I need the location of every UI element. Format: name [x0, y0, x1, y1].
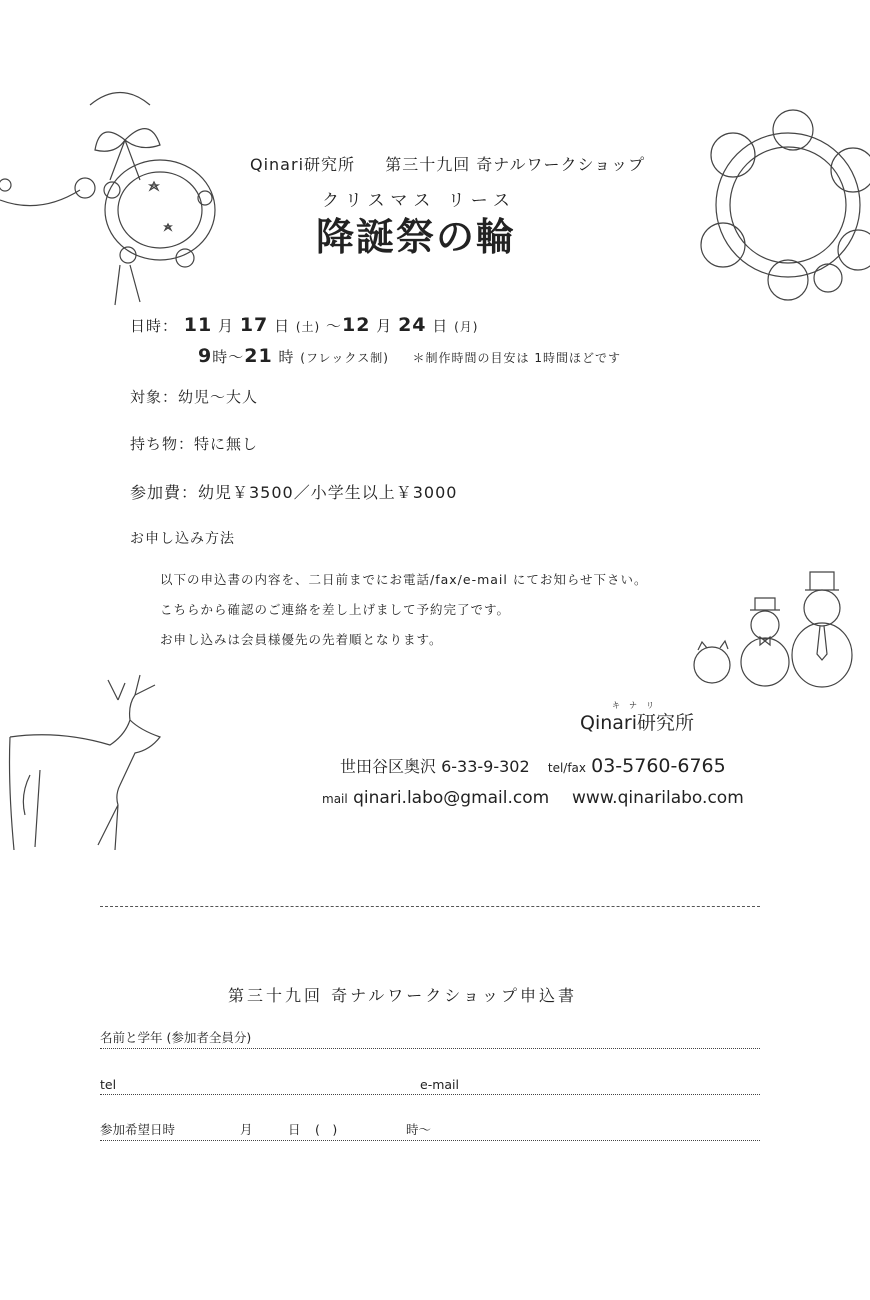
- title-ruby: クリスマス リース: [322, 191, 516, 211]
- org-ruby: キナリ: [612, 701, 663, 710]
- mail-label: mail: [322, 792, 348, 806]
- page-title: 降誕祭の輪: [316, 215, 517, 259]
- range-separator: ～: [326, 317, 343, 335]
- contact-website[interactable]: www.qinarilabo.com: [572, 788, 744, 808]
- start-month: 11: [183, 314, 213, 336]
- form-row-date[interactable]: [100, 1120, 760, 1141]
- form-title: 第三十九回 奇ナルワークショップ申込書: [228, 986, 577, 1005]
- time-field-label: 時～: [406, 1122, 432, 1137]
- form-row-contact[interactable]: [100, 1074, 760, 1095]
- end-weekday: (月): [454, 320, 479, 334]
- hour-end: 21: [244, 345, 273, 367]
- reindeer-illustration: [0, 675, 175, 855]
- end-month-unit: 月: [376, 317, 393, 335]
- date-label: 参加希望日時: [100, 1122, 176, 1137]
- cut-line-divider: [100, 906, 760, 907]
- fee-line: 参加費：幼児￥3500／小学生以上￥3000: [130, 483, 458, 502]
- end-month: 12: [342, 314, 371, 336]
- schedule-label: 日時：: [130, 317, 179, 335]
- tel-label: tel/fax: [547, 761, 587, 775]
- target-line: 対象：幼児～大人: [130, 388, 259, 406]
- header-line: [250, 152, 645, 175]
- month-field-label: 月: [240, 1122, 253, 1137]
- flower-wreath-illustration: [688, 100, 870, 310]
- name-label: 名前と学年 (参加者全員分): [100, 1030, 252, 1045]
- header-org: Qinari研究所: [250, 155, 356, 174]
- schedule-line: [130, 314, 478, 336]
- duration-note: ＊制作時間の目安は 1時間ほどです: [412, 351, 621, 365]
- apply-line-2: こちらから確認のご連絡を差し上げまして予約完了です。: [160, 602, 511, 617]
- start-day-unit: 日: [274, 317, 291, 335]
- flex-note: (フレックス制): [300, 351, 389, 365]
- weekday-field: ( ): [315, 1122, 338, 1137]
- start-month-unit: 月: [218, 317, 235, 335]
- hours-line: [198, 345, 621, 367]
- end-day-unit: 日: [432, 317, 449, 335]
- hour-separator: ～: [228, 348, 245, 366]
- end-day: 24: [398, 314, 427, 336]
- hour-end-unit: 時: [278, 348, 295, 366]
- start-day: 17: [239, 314, 269, 336]
- hour-start: 9: [198, 345, 213, 367]
- start-weekday: (土): [295, 320, 321, 334]
- apply-line-3: お申し込みは会員様優先の先着順となります。: [160, 632, 443, 647]
- tel-field-label: tel: [100, 1077, 117, 1092]
- apply-heading: お申し込み方法: [130, 531, 235, 547]
- contact-org: Qinari研究所: [580, 712, 695, 734]
- snowman-and-cat-illustration: [690, 570, 865, 695]
- hour-start-unit: 時: [212, 348, 229, 366]
- apply-line-1: 以下の申込書の内容を、二日前までにお電話/fax/e-mail にてお知らせ下さい。: [160, 572, 648, 587]
- email-field-label: e-mail: [420, 1077, 459, 1092]
- day-field-label: 日: [288, 1122, 301, 1137]
- wreath-with-bow-illustration: [0, 80, 230, 310]
- contact-email[interactable]: qinari.labo@gmail.com: [353, 788, 550, 808]
- contact-address-line: [340, 754, 726, 777]
- header-workshop: 第三十九回 奇ナルワークショップ: [385, 155, 646, 174]
- contact-address: 世田谷区奥沢 6-33-9-302: [340, 757, 530, 776]
- tel-number: 03-5760-6765: [591, 755, 726, 777]
- contact-web-line: [322, 788, 744, 808]
- form-row-name[interactable]: [100, 1028, 760, 1049]
- bring-line: 持ち物：特に無し: [130, 435, 259, 453]
